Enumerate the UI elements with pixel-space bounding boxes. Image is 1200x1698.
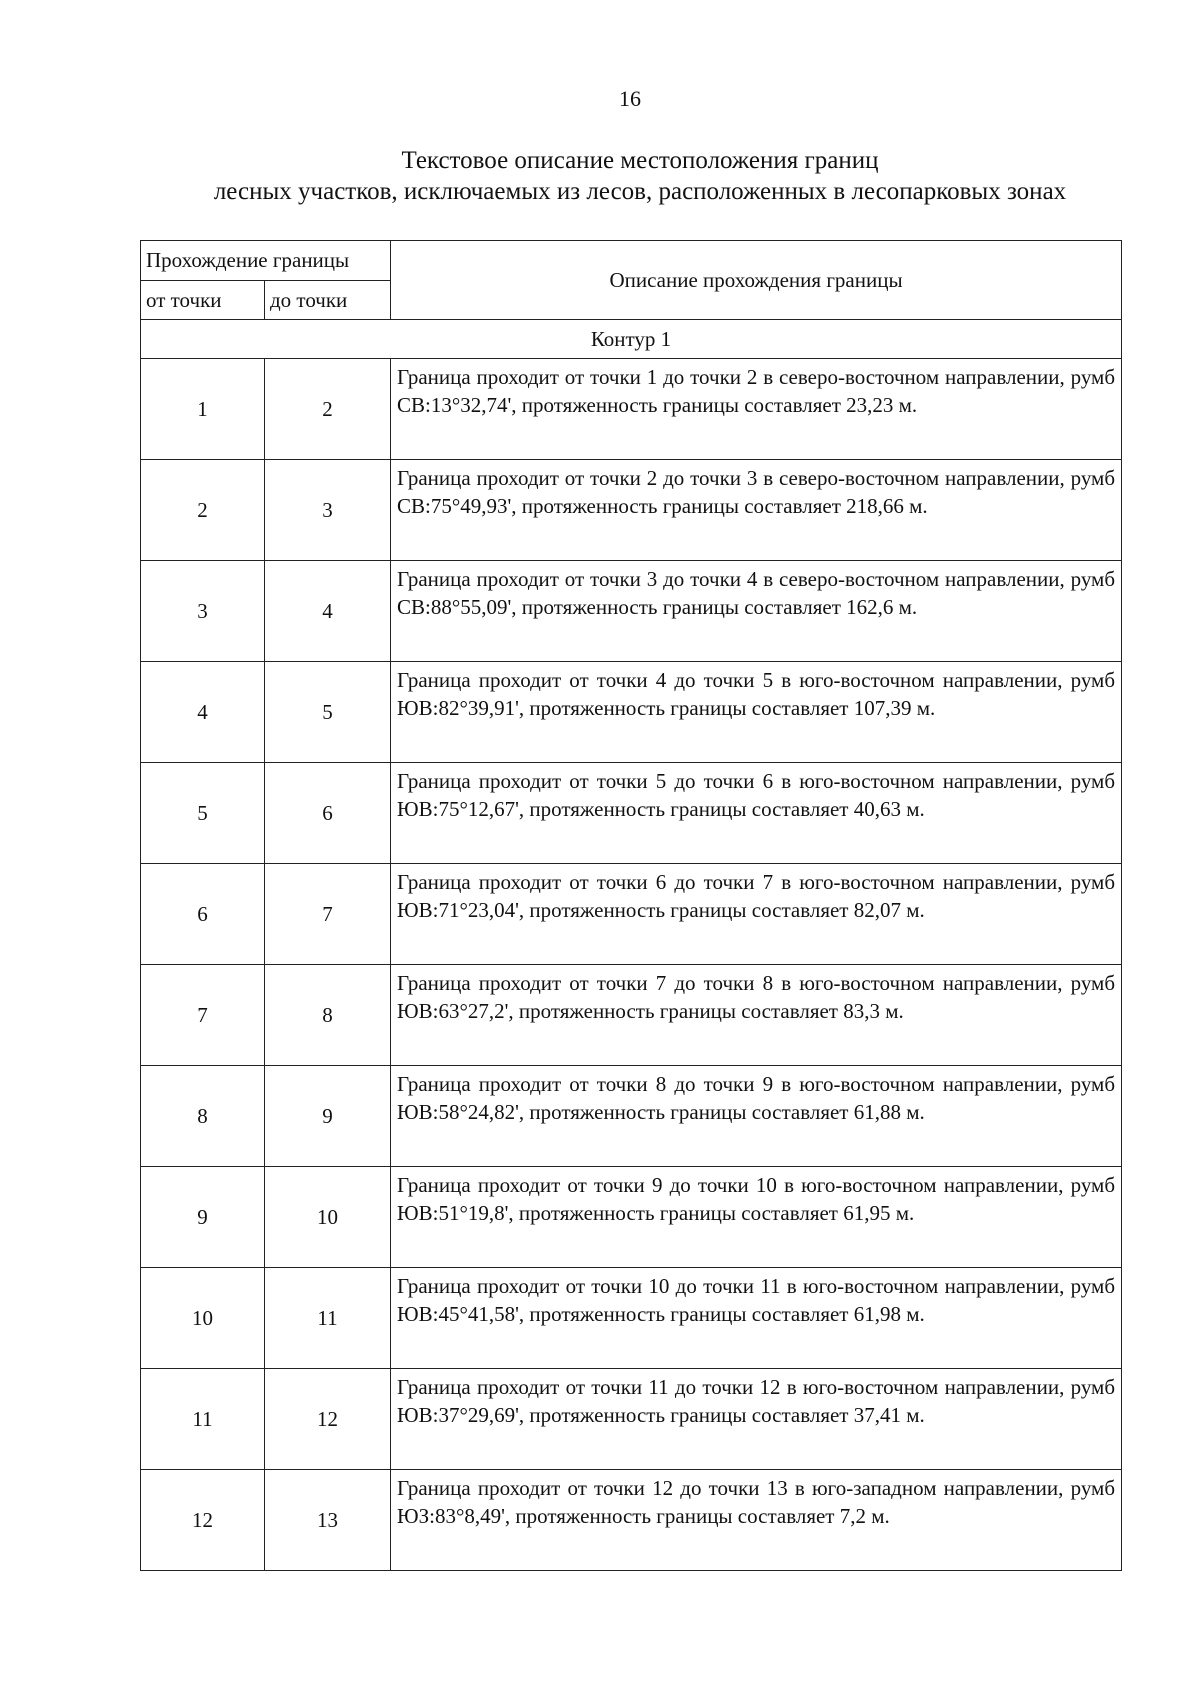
to-point-cell: 11 [265, 1268, 391, 1369]
description-cell: Граница проходит от точки 7 до точки 8 в юго-восточном направлении, румб ЮВ:63°27,2', протяженность границы составляет 83,3 м. [391, 965, 1122, 1066]
description-cell: Граница проходит от точки 12 до точки 13 в юго-западном направлении, румб ЮЗ:83°8,49', протяженность границы составляет 7,2 м. [391, 1470, 1122, 1571]
header-to-point: до точки [265, 281, 391, 320]
table-row [141, 1369, 1122, 1470]
to-point-cell: 8 [265, 965, 391, 1066]
to-point-cell: 3 [265, 460, 391, 561]
description-cell: Граница проходит от точки 4 до точки 5 в юго-восточном направлении, румб ЮВ:82°39,91', протяженность границы составляет 107,39 м. [391, 662, 1122, 763]
table-row [141, 1470, 1122, 1571]
document-title [140, 145, 1140, 207]
table-row [141, 965, 1122, 1066]
description-cell: Граница проходит от точки 10 до точки 11 в юго-восточном направлении, румб ЮВ:45°41,58', протяженность границы составляет 61,98 м. [391, 1268, 1122, 1369]
header-from-point: от точки [141, 281, 265, 320]
description-cell: Граница проходит от точки 1 до точки 2 в северо-восточном направлении, румб СВ:13°32,74', протяженность границы составляет 23,23 м. [391, 359, 1122, 460]
to-point-cell: 9 [265, 1066, 391, 1167]
from-point-cell: 5 [141, 763, 265, 864]
table-row [141, 1268, 1122, 1369]
description-cell: Граница проходит от точки 11 до точки 12 в юго-восточном направлении, румб ЮВ:37°29,69', протяженность границы составляет 37,41 м. [391, 1369, 1122, 1470]
description-cell: Граница проходит от точки 2 до точки 3 в северо-восточном направлении, румб СВ:75°49,93', протяженность границы составляет 218,66 м. [391, 460, 1122, 561]
contour-label: Контур 1 [141, 320, 1122, 359]
to-point-cell: 5 [265, 662, 391, 763]
table-row [141, 1066, 1122, 1167]
description-cell: Граница проходит от точки 6 до точки 7 в юго-восточном направлении, румб ЮВ:71°23,04', протяженность границы составляет 82,07 м. [391, 864, 1122, 965]
page-number: 16 [619, 86, 641, 111]
from-point-cell: 7 [141, 965, 265, 1066]
from-point-cell: 10 [141, 1268, 265, 1369]
table-row [141, 561, 1122, 662]
table-row [141, 763, 1122, 864]
to-point-cell: 6 [265, 763, 391, 864]
table-row [141, 460, 1122, 561]
from-point-cell: 4 [141, 662, 265, 763]
description-cell: Граница проходит от точки 5 до точки 6 в юго-восточном направлении, румб ЮВ:75°12,67', протяженность границы составляет 40,63 м. [391, 763, 1122, 864]
description-cell: Граница проходит от точки 3 до точки 4 в северо-восточном направлении, румб СВ:88°55,09', протяженность границы составляет 162,6 м. [391, 561, 1122, 662]
from-point-cell: 3 [141, 561, 265, 662]
table-row [141, 662, 1122, 763]
table-row [141, 359, 1122, 460]
from-point-cell: 9 [141, 1167, 265, 1268]
table-row [141, 1167, 1122, 1268]
title-line-1: Текстовое описание местоположения границ [401, 147, 879, 174]
description-cell: Граница проходит от точки 8 до точки 9 в юго-восточном направлении, румб ЮВ:58°24,82', протяженность границы составляет 61,88 м. [391, 1066, 1122, 1167]
header-description: Описание прохождения границы [391, 241, 1122, 320]
description-cell: Граница проходит от точки 9 до точки 10 в юго-восточном направлении, румб ЮВ:51°19,8', протяженность границы составляет 61,95 м. [391, 1167, 1122, 1268]
to-point-cell: 7 [265, 864, 391, 965]
header-boundary-passage: Прохождение границы [141, 241, 391, 281]
contour-row [141, 320, 1122, 359]
to-point-cell: 13 [265, 1470, 391, 1571]
to-point-cell: 10 [265, 1167, 391, 1268]
to-point-cell: 2 [265, 359, 391, 460]
from-point-cell: 8 [141, 1066, 265, 1167]
to-point-cell: 4 [265, 561, 391, 662]
table-row [141, 864, 1122, 965]
from-point-cell: 1 [141, 359, 265, 460]
from-point-cell: 6 [141, 864, 265, 965]
title-line-2: лесных участков, исключаемых из лесов, расположенных в лесопарковых зонах [213, 178, 1067, 205]
to-point-cell: 12 [265, 1369, 391, 1470]
from-point-cell: 2 [141, 460, 265, 561]
boundary-table [140, 240, 1122, 1571]
from-point-cell: 11 [141, 1369, 265, 1470]
from-point-cell: 12 [141, 1470, 265, 1571]
